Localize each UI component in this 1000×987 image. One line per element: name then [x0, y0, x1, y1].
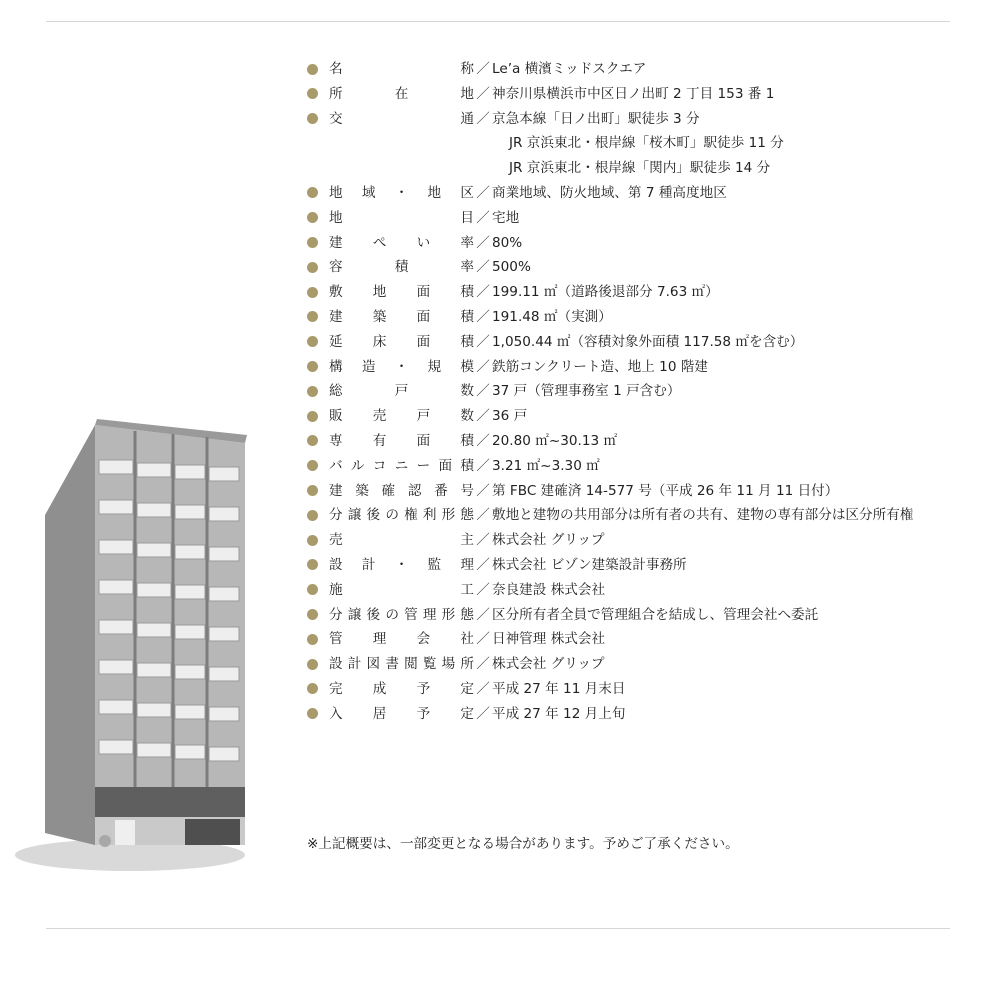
spec-term: 建築確認番号 — [329, 482, 474, 499]
spec-value-line: 36 戸 — [492, 408, 528, 425]
spec-row — [307, 379, 997, 404]
spec-value — [492, 603, 997, 628]
spec-row — [307, 231, 997, 256]
bullet-dot-icon — [307, 187, 318, 198]
spec-row — [307, 181, 997, 206]
spec-row — [307, 330, 997, 355]
spec-value — [492, 503, 997, 528]
spec-value — [492, 206, 997, 231]
bullet-dot-icon — [307, 535, 318, 546]
spec-value-line: JR 京浜東北・根岸線「関内」駅徒歩 14 分 — [509, 160, 771, 177]
bullet-dot-icon — [307, 336, 318, 347]
spec-value-line: 3.21 ㎡~3.30 ㎡ — [492, 457, 600, 474]
spec-value-line: 神奈川県横浜市中区日ノ出町 2 丁目 153 番 1 — [492, 85, 775, 102]
spec-value — [492, 305, 997, 330]
spec-value — [492, 255, 997, 280]
spec-value-line: 株式会社 ビゾン建築設計事務所 — [492, 556, 687, 573]
spec-value — [492, 82, 997, 107]
spec-value-line: 80% — [492, 234, 523, 251]
separator-slash: ／ — [476, 507, 490, 524]
spec-term: 売主 — [329, 532, 474, 549]
separator-slash: ／ — [476, 606, 490, 623]
separator-slash: ／ — [476, 284, 490, 301]
spec-row — [307, 454, 997, 479]
spec-term: 設計・監理 — [329, 556, 474, 573]
separator-slash: ／ — [476, 581, 490, 598]
spec-value-line: 敷地と建物の共用部分は所有者の共有、建物の専有部分は区分所有権 — [492, 507, 914, 524]
spec-row — [307, 404, 997, 429]
spec-value-line: Le’a 横濱ミッドスクエア — [492, 61, 647, 77]
spec-term: 建ぺい率 — [329, 234, 474, 251]
spec-value-line: 20.80 ㎡~30.13 ㎡ — [492, 432, 618, 449]
separator-slash: ／ — [476, 61, 490, 77]
spec-value — [492, 181, 997, 206]
separator-slash: ／ — [476, 680, 490, 697]
bullet-dot-icon — [307, 460, 318, 471]
spec-row — [307, 280, 997, 305]
disclaimer-note: ※上記概要は、一部変更となる場合があります。予めご了承ください。 — [307, 836, 739, 852]
separator-slash: ／ — [476, 110, 490, 127]
spec-value — [492, 578, 997, 603]
bullet-dot-icon — [307, 485, 318, 496]
bullet-dot-icon — [307, 361, 318, 372]
bullet-dot-icon — [307, 237, 318, 248]
spec-term: 所在地 — [329, 85, 474, 102]
spec-term: 名称 — [329, 61, 474, 77]
spec-row — [307, 702, 997, 727]
bullet-dot-icon — [307, 386, 318, 397]
spec-row — [307, 429, 997, 454]
spec-row — [307, 255, 997, 280]
spec-value — [492, 355, 997, 380]
spec-term: 設計図書閲覧場所 — [329, 656, 474, 673]
property-overview-list — [307, 57, 997, 727]
spec-row — [307, 528, 997, 553]
spec-value — [492, 677, 997, 702]
separator-slash: ／ — [476, 457, 490, 474]
spec-row — [307, 553, 997, 578]
spec-value — [492, 553, 997, 578]
spec-term: 管理会社 — [329, 631, 474, 648]
separator-slash: ／ — [476, 631, 490, 648]
spec-value — [492, 454, 997, 479]
spec-value-line: 奈良建設 株式会社 — [492, 581, 606, 598]
spec-value-line: 商業地域、防火地域、第 7 種高度地区 — [492, 184, 727, 201]
separator-slash: ／ — [476, 184, 490, 201]
spec-value-line: 株式会社 グリップ — [492, 532, 605, 549]
spec-row — [307, 578, 997, 603]
spec-value-line: 株式会社 グリップ — [492, 656, 605, 673]
spec-term: 交通 — [329, 110, 474, 127]
bullet-dot-icon — [307, 212, 318, 223]
separator-slash: ／ — [476, 556, 490, 573]
bullet-dot-icon — [307, 262, 318, 273]
spec-value-line: 平成 27 年 12 月上旬 — [492, 705, 626, 722]
separator-slash: ／ — [476, 333, 490, 350]
bullet-dot-icon — [307, 559, 318, 570]
spec-term: 敷地面積 — [329, 284, 474, 301]
spec-value — [492, 627, 997, 652]
spec-value-line: 京急本線「日ノ出町」駅徒歩 3 分 — [492, 110, 700, 127]
separator-slash: ／ — [476, 656, 490, 673]
bullet-dot-icon — [307, 659, 318, 670]
spec-row — [307, 603, 997, 628]
spec-value-line: JR 京浜東北・根岸線「桜木町」駅徒歩 11 分 — [509, 135, 784, 152]
building-illustration — [15, 415, 265, 885]
spec-row — [307, 627, 997, 652]
spec-value-line: 平成 27 年 11 月末日 — [492, 680, 626, 697]
spec-value-line: 区分所有者全員で管理組合を結成し、管理会社へ委託 — [492, 606, 819, 623]
spec-row — [307, 82, 997, 107]
bullet-dot-icon — [307, 435, 318, 446]
bullet-dot-icon — [307, 64, 318, 75]
bullet-dot-icon — [307, 510, 318, 521]
spec-value — [492, 231, 997, 256]
separator-slash: ／ — [476, 85, 490, 102]
spec-value — [492, 479, 997, 504]
bottom-divider — [46, 928, 950, 929]
bullet-dot-icon — [307, 634, 318, 645]
bullet-dot-icon — [307, 88, 318, 99]
spec-value-line: 199.11 ㎡（道路後退部分 7.63 ㎡） — [492, 284, 719, 301]
spec-row — [307, 107, 997, 181]
separator-slash: ／ — [476, 259, 490, 276]
bullet-dot-icon — [307, 584, 318, 595]
spec-value-line: 37 戸（管理事務室 1 戸含む） — [492, 383, 681, 400]
spec-term: 建築面積 — [329, 308, 474, 325]
spec-value-line: 1,050.44 ㎡（容積対象外面積 117.58 ㎡を含む） — [492, 333, 804, 350]
spec-term: 地域・地区 — [329, 184, 474, 201]
spec-term: 容積率 — [329, 259, 474, 276]
spec-term: 延床面積 — [329, 333, 474, 350]
separator-slash: ／ — [476, 432, 490, 449]
spec-row — [307, 57, 997, 82]
spec-value-line: 第 FBC 建確済 14-577 号（平成 26 年 11 月 11 日付） — [492, 482, 839, 499]
spec-term: 施工 — [329, 581, 474, 598]
spec-value — [492, 57, 997, 82]
spec-row — [307, 305, 997, 330]
bullet-dot-icon — [307, 113, 318, 124]
bullet-dot-icon — [307, 683, 318, 694]
bullet-dot-icon — [307, 287, 318, 298]
spec-row — [307, 677, 997, 702]
spec-term: 専有面積 — [329, 432, 474, 449]
spec-value — [492, 379, 997, 404]
spec-term: 完成予定 — [329, 680, 474, 697]
spec-row — [307, 503, 997, 528]
separator-slash: ／ — [476, 705, 490, 722]
spec-value-line: 宅地 — [492, 209, 520, 226]
spec-value — [492, 107, 997, 181]
spec-value — [492, 528, 997, 553]
spec-term: 入居予定 — [329, 705, 474, 722]
spec-row — [307, 355, 997, 380]
bullet-dot-icon — [307, 609, 318, 620]
spec-term: 分譲後の権利形態 — [329, 507, 474, 524]
spec-value-line: 鉄筋コンクリート造、地上 10 階建 — [492, 358, 708, 375]
spec-term: 分譲後の管理形態 — [329, 606, 474, 623]
bullet-dot-icon — [307, 311, 318, 322]
top-divider — [46, 21, 950, 22]
spec-value — [492, 702, 997, 727]
spec-value — [492, 330, 997, 355]
separator-slash: ／ — [476, 308, 490, 325]
spec-value-line: 日神管理 株式会社 — [492, 631, 606, 648]
spec-value — [492, 652, 997, 677]
separator-slash: ／ — [476, 482, 490, 499]
separator-slash: ／ — [476, 234, 490, 251]
spec-term: 地目 — [329, 209, 474, 226]
spec-value — [492, 404, 997, 429]
separator-slash: ／ — [476, 532, 490, 549]
spec-term: 総戸数 — [329, 383, 474, 400]
spec-row — [307, 206, 997, 231]
spec-value-line: 500% — [492, 259, 531, 276]
separator-slash: ／ — [476, 358, 490, 375]
spec-value-line: 191.48 ㎡（実測） — [492, 308, 612, 325]
bullet-dot-icon — [307, 708, 318, 719]
spec-row — [307, 479, 997, 504]
spec-term: バルコニー面積 — [329, 457, 474, 474]
bullet-dot-icon — [307, 411, 318, 422]
separator-slash: ／ — [476, 408, 490, 425]
spec-row — [307, 652, 997, 677]
spec-value — [492, 280, 997, 305]
separator-slash: ／ — [476, 383, 490, 400]
spec-term: 構造・規模 — [329, 358, 474, 375]
separator-slash: ／ — [476, 209, 490, 226]
spec-term: 販売戸数 — [329, 408, 474, 425]
spec-value — [492, 429, 997, 454]
